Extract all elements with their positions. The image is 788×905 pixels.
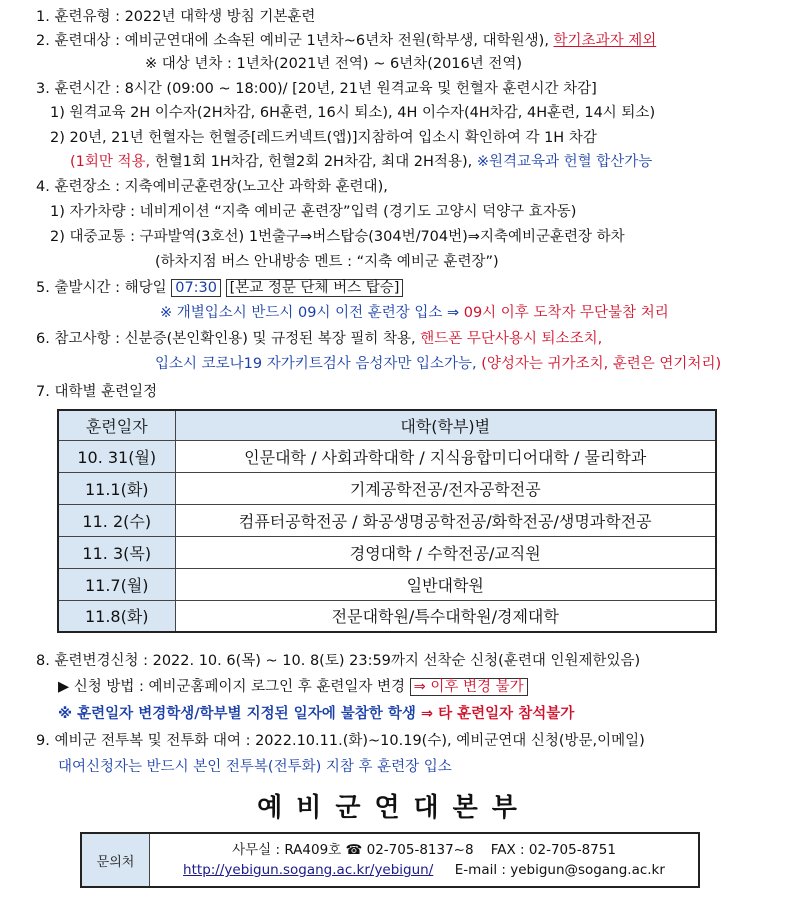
- homepage-link[interactable]: http://yebigun.sogang.ac.kr/yebigun/: [183, 862, 434, 878]
- row-units: 경영대학 / 수학전공/교직원: [175, 536, 716, 568]
- contact-line-web: [183, 860, 665, 880]
- row-date: 10. 31(월): [58, 440, 175, 472]
- late-arrival-note: 09시 이후 도착자 무단불참 처리: [463, 305, 669, 321]
- blood-donation-detail: [70, 151, 652, 173]
- no-other-date-note: ⇒ 타 훈련일자 참석불가: [420, 706, 575, 722]
- schedule-table: [57, 409, 717, 633]
- item-training-type: 1. 훈련유형 : 2022년 대학생 방침 기본훈련: [36, 9, 316, 25]
- transit-directions: 2) 대중교통 : 구파발역(3호선) 1번출구⇒버스탑승(304번/704번)⇒지축예비군훈련장 하차: [50, 229, 625, 245]
- row-units: 기계공학전공/전자공학전공: [175, 472, 716, 504]
- organization-title: 예비군연대본부: [257, 793, 531, 823]
- item-training-location: 4. 훈련장소 : 지축예비군훈련장(노고산 과학화 훈련대),: [36, 179, 388, 195]
- phone-warning: 핸드폰 무단사용시 퇴소조치,: [420, 331, 603, 347]
- header-units: 대학(학부)별: [175, 410, 716, 440]
- row-date: 11. 3(목): [58, 536, 175, 568]
- item-departure-time: [36, 277, 403, 299]
- departure-time-value: 07:30: [171, 279, 221, 297]
- blood-donation-note: 2) 20년, 21년 헌혈자는 헌혈증[레드커넥트(앱)]지참하여 입소시 확인하여 각 1H 차감: [50, 130, 597, 146]
- item-change-request: 8. 훈련변경신청 : 2022. 10. 6(목) ~ 10. 8(토) 23:59까지 선착순 신청(훈련대 인원제한있음): [36, 653, 641, 669]
- car-directions: 1) 자가차량 : 네비게이션 “지축 예비군 훈련장”입력 (경기도 고양시 덕양구 효자동): [50, 204, 577, 220]
- individual-entry-text: ※ 개별입소시 반드시 09시 이전 훈련장 입소 ⇒: [160, 305, 460, 321]
- change-warning-text: ※ 훈련일자 변경학생/학부별 지정된 일자에 불참한 학생: [58, 706, 416, 722]
- phone-icon: ☎: [345, 842, 363, 858]
- contact-label: 문의처: [82, 834, 150, 886]
- contact-box: [80, 832, 700, 888]
- item-notes: [36, 328, 602, 350]
- item-training-time: 3. 훈련시간 : 8시간 (09:00 ~ 18:00)/ [20년, 21년 원격교육 및 헌혈자 훈련시간 차감]: [36, 81, 597, 97]
- individual-entry-note: [160, 302, 669, 324]
- row-date: 11.7(월): [58, 568, 175, 600]
- training-target-text: 2. 훈련대상 : 예비군연대에 소속된 예비군 1년차~6년차 전원(학부생, 대학원생),: [36, 33, 549, 49]
- covid-note: [155, 353, 721, 375]
- exclusion-note: 학기초과자 제외: [553, 33, 657, 49]
- donation-hours-note: 헌혈1회 1H차감, 헌혈2회 2H차감, 최대 2H적용),: [154, 154, 473, 170]
- table-row: [58, 536, 716, 568]
- fax-number: FAX : 02-705-8751: [490, 842, 616, 858]
- table-row: [58, 472, 716, 504]
- no-change-after-note: ⇒ 이후 변경 불가: [410, 678, 528, 696]
- office-room: 사무실 : RA409호: [232, 842, 342, 858]
- change-method-text: ▶ 신청 방법 : 예비군홈페이지 로그인 후 훈련일자 변경: [58, 679, 406, 695]
- row-units: 컴퓨터공학전공 / 화공생명공학전공/화학전공/생명과학전공: [175, 504, 716, 536]
- change-warning: [58, 703, 574, 725]
- rental-note: 대여신청자는 반드시 본인 전투복(전투화) 지참 후 훈련장 입소: [58, 759, 452, 775]
- contact-details: [150, 834, 698, 886]
- row-date: 11. 2(수): [58, 504, 175, 536]
- departure-label: 5. 출발시간 : 해당일: [36, 280, 167, 296]
- table-row: [58, 600, 716, 632]
- remote-education-note: 1) 원격교육 2H 이수자(2H차감, 6H훈련, 16시 퇴소), 4H 이수자(4H차감, 4H훈련, 14시 퇴소): [50, 105, 656, 121]
- departure-location: [본교 정문 단체 버스 탑승]: [226, 279, 404, 297]
- table-row: [58, 568, 716, 600]
- table-row: [58, 504, 716, 536]
- item-uniform-rental: 9. 예비군 전투복 및 전투화 대여 : 2022.10.11.(화)~10.19(수), 예비군연대 신청(방문,이메일): [36, 733, 645, 749]
- table-header-row: [58, 410, 716, 440]
- item-schedule-title: 7. 대학별 훈련일정: [36, 384, 158, 400]
- item-training-target: [36, 30, 656, 52]
- change-method: [58, 676, 528, 698]
- header-date: 훈련일자: [58, 410, 175, 440]
- covid-test-text: 입소시 코로나19 자가키트검사 음성자만 입소가능,: [155, 356, 477, 372]
- row-units: 일반대학원: [175, 568, 716, 600]
- row-date: 11.8(화): [58, 600, 175, 632]
- contact-line-office: [232, 840, 616, 860]
- row-date: 11.1(화): [58, 472, 175, 504]
- target-years-note: ※ 대상 년차 : 1년차(2021년 전역) ~ 6년차(2016년 전역): [145, 56, 523, 72]
- combined-note: ※원격교육과 헌혈 합산가능: [476, 154, 653, 170]
- row-units: 인문대학 / 사회과학대학 / 지식융합미디어대학 / 물리학과: [175, 440, 716, 472]
- email-address: E-mail : yebigun@sogang.ac.kr: [454, 862, 665, 878]
- row-units: 전문대학원/특수대학원/경제대학: [175, 600, 716, 632]
- phone-number: 02-705-8137~8: [366, 842, 474, 858]
- table-row: [58, 440, 716, 472]
- bus-announcement-note: (하차지점 버스 안내방송 멘트 : “지축 예비군 훈련장”): [155, 254, 499, 270]
- apply-once-note: (1회만 적용,: [70, 154, 151, 170]
- notes-text: 6. 참고사항 : 신분증(본인확인용) 및 규정된 복장 필히 착용,: [36, 331, 416, 347]
- positive-note: (양성자는 귀가조치, 훈련은 연기처리): [481, 356, 722, 372]
